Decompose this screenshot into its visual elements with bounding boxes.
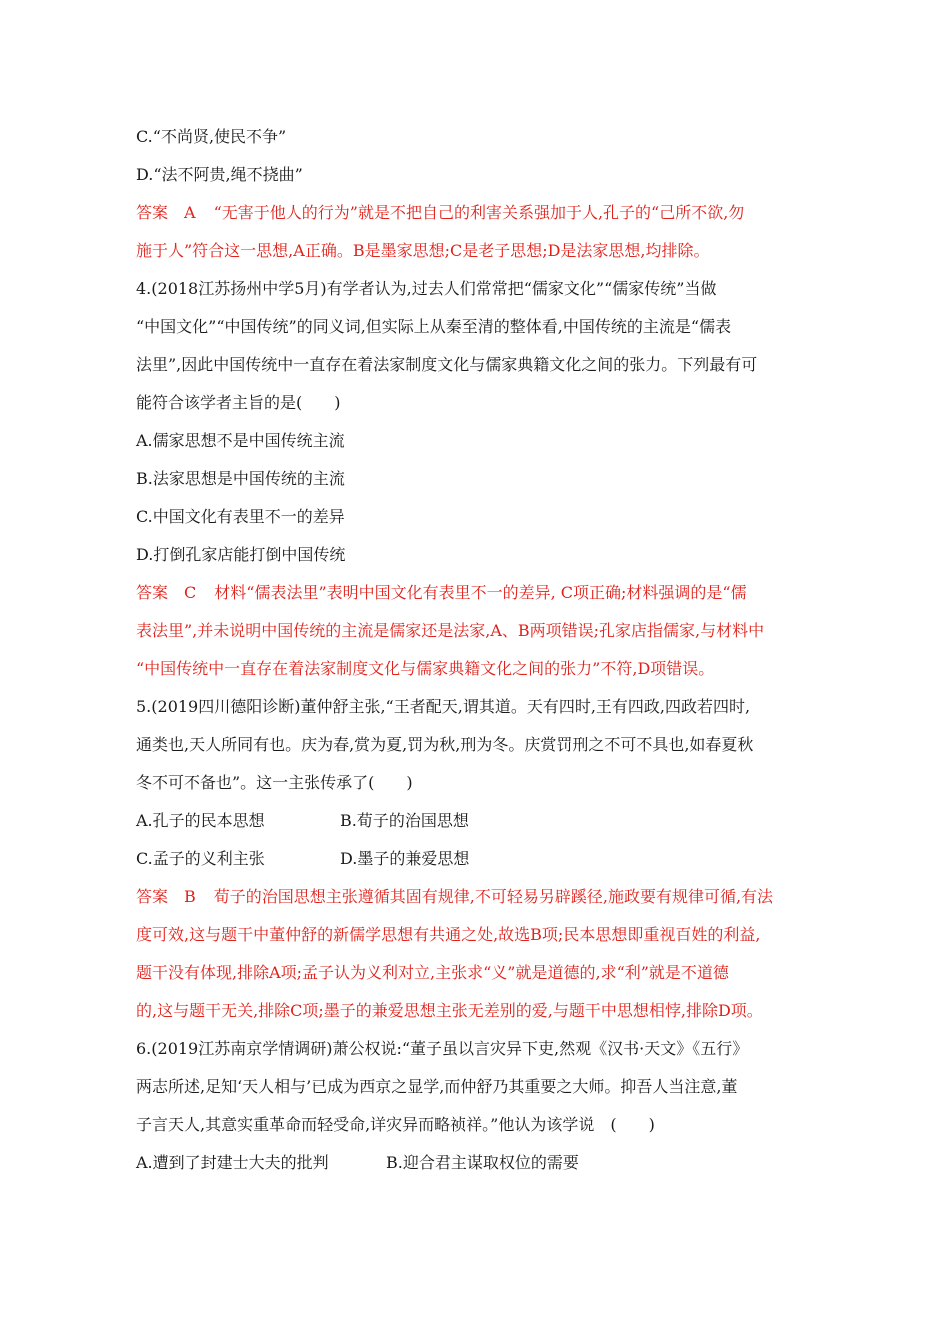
answer-continuation: 题干没有体现,排除A项;孟子认为义利对立,主张求“义”就是道德的,求“利”就是不道德: [136, 963, 729, 982]
text-line: 两志所述,足知‘天人相与’已成为西京之显学,而仲舒乃其重要之大师。抑吾人当注意,董: [136, 1077, 738, 1096]
text-line: D.“法不阿贵,绳不挠曲”: [136, 165, 303, 184]
document-page: [136, 118, 816, 1182]
text-line: 4.(2018江苏扬州中学5月)有学者认为,过去人们常常把“儒家文化”“儒家传统”当做: [136, 279, 717, 298]
answer-line: [136, 194, 816, 232]
text-line: 6.(2019江苏南京学情调研)萧公权说:“董子虽以言灾异下吏,然观《汉书·天文》《五行》: [136, 1039, 749, 1058]
option-right: D.墨子的兼爱思想: [340, 849, 470, 868]
text-line: C.中国文化有表里不一的差异: [136, 507, 345, 526]
answer-label: 答案: [136, 887, 169, 906]
answer-continuation: 的,这与题干无关,排除C项;墨子的兼爱思想主张无差别的爱,与题干中思想相悖,排除D项。: [136, 1001, 763, 1020]
answer-line: [136, 574, 816, 612]
text-line: “中国文化”“中国传统”的同义词,但实际上从秦至清的整体看,中国传统的主流是“儒表: [136, 317, 732, 336]
answer-line: [136, 878, 816, 916]
text-line: A.儒家思想不是中国传统主流: [136, 431, 345, 450]
answer-continuation: “中国传统中一直存在着法家制度文化与儒家典籍文化之间的张力”不符,D项错误。: [136, 659, 715, 678]
text-line: 法里”,因此中国传统中一直存在着法家制度文化与儒家典籍文化之间的张力。下列最有可: [136, 355, 758, 374]
text-line: 子言天人,其意实重革命而轻受命,详灾异而略祯祥。”他认为该学说 ( ): [136, 1115, 655, 1134]
answer-continuation: 施于人”符合这一思想,A正确。B是墨家思想;C是老子思想;D是法家思想,均排除。: [136, 241, 710, 260]
option-left: A.孔子的民本思想: [136, 811, 265, 830]
option-row: [136, 1144, 816, 1182]
answer-continuation: 表法里”,并未说明中国传统的主流是儒家还是法家,A、B两项错误;孔家店指儒家,与材料中: [136, 621, 765, 640]
answer-label: 答案: [136, 583, 169, 602]
option-row: [136, 840, 816, 878]
text-line: C.“不尚贤,使民不争”: [136, 127, 287, 146]
answer-explanation: 材料“儒表法里”表明中国文化有表里不一的差异, C项正确;材料强调的是“儒: [214, 583, 747, 602]
answer-key: C: [184, 583, 197, 602]
option-right: B.荀子的治国思想: [340, 811, 469, 830]
answer-label: 答案: [136, 203, 169, 222]
answer-continuation: 度可效,这与题干中董仲舒的新儒学思想有共通之处,故选B项;民本思想即重视百姓的利益,: [136, 925, 761, 944]
option-row: [136, 802, 816, 840]
option-right: B.迎合君主谋取权位的需要: [386, 1153, 579, 1172]
answer-key: B: [184, 887, 196, 906]
answer-explanation: 荀子的治国思想主张遵循其固有规律,不可轻易另辟蹊径,施政要有规律可循,有法: [213, 887, 774, 906]
text-line: B.法家思想是中国传统的主流: [136, 469, 345, 488]
text-line: 5.(2019四川德阳诊断)董仲舒主张,“王者配天,谓其道。天有四时,王有四政,四政若四时,: [136, 697, 751, 716]
option-left: C.孟子的义利主张: [136, 849, 265, 868]
text-line: 能符合该学者主旨的是( ): [136, 393, 341, 412]
text-line: 通类也,天人所同有也。庆为春,赏为夏,罚为秋,刑为冬。庆赏罚刑之不可不具也,如春夏秋: [136, 735, 754, 754]
answer-explanation: “无害于他人的行为”就是不把自己的利害关系强加于人,孔子的“己所不欲,勿: [213, 203, 745, 222]
text-line: 冬不可不备也”。这一主张传承了( ): [136, 773, 413, 792]
answer-key: A: [184, 203, 196, 222]
text-line: D.打倒孔家店能打倒中国传统: [136, 545, 346, 564]
option-left: A.遭到了封建士大夫的批判: [136, 1153, 329, 1172]
